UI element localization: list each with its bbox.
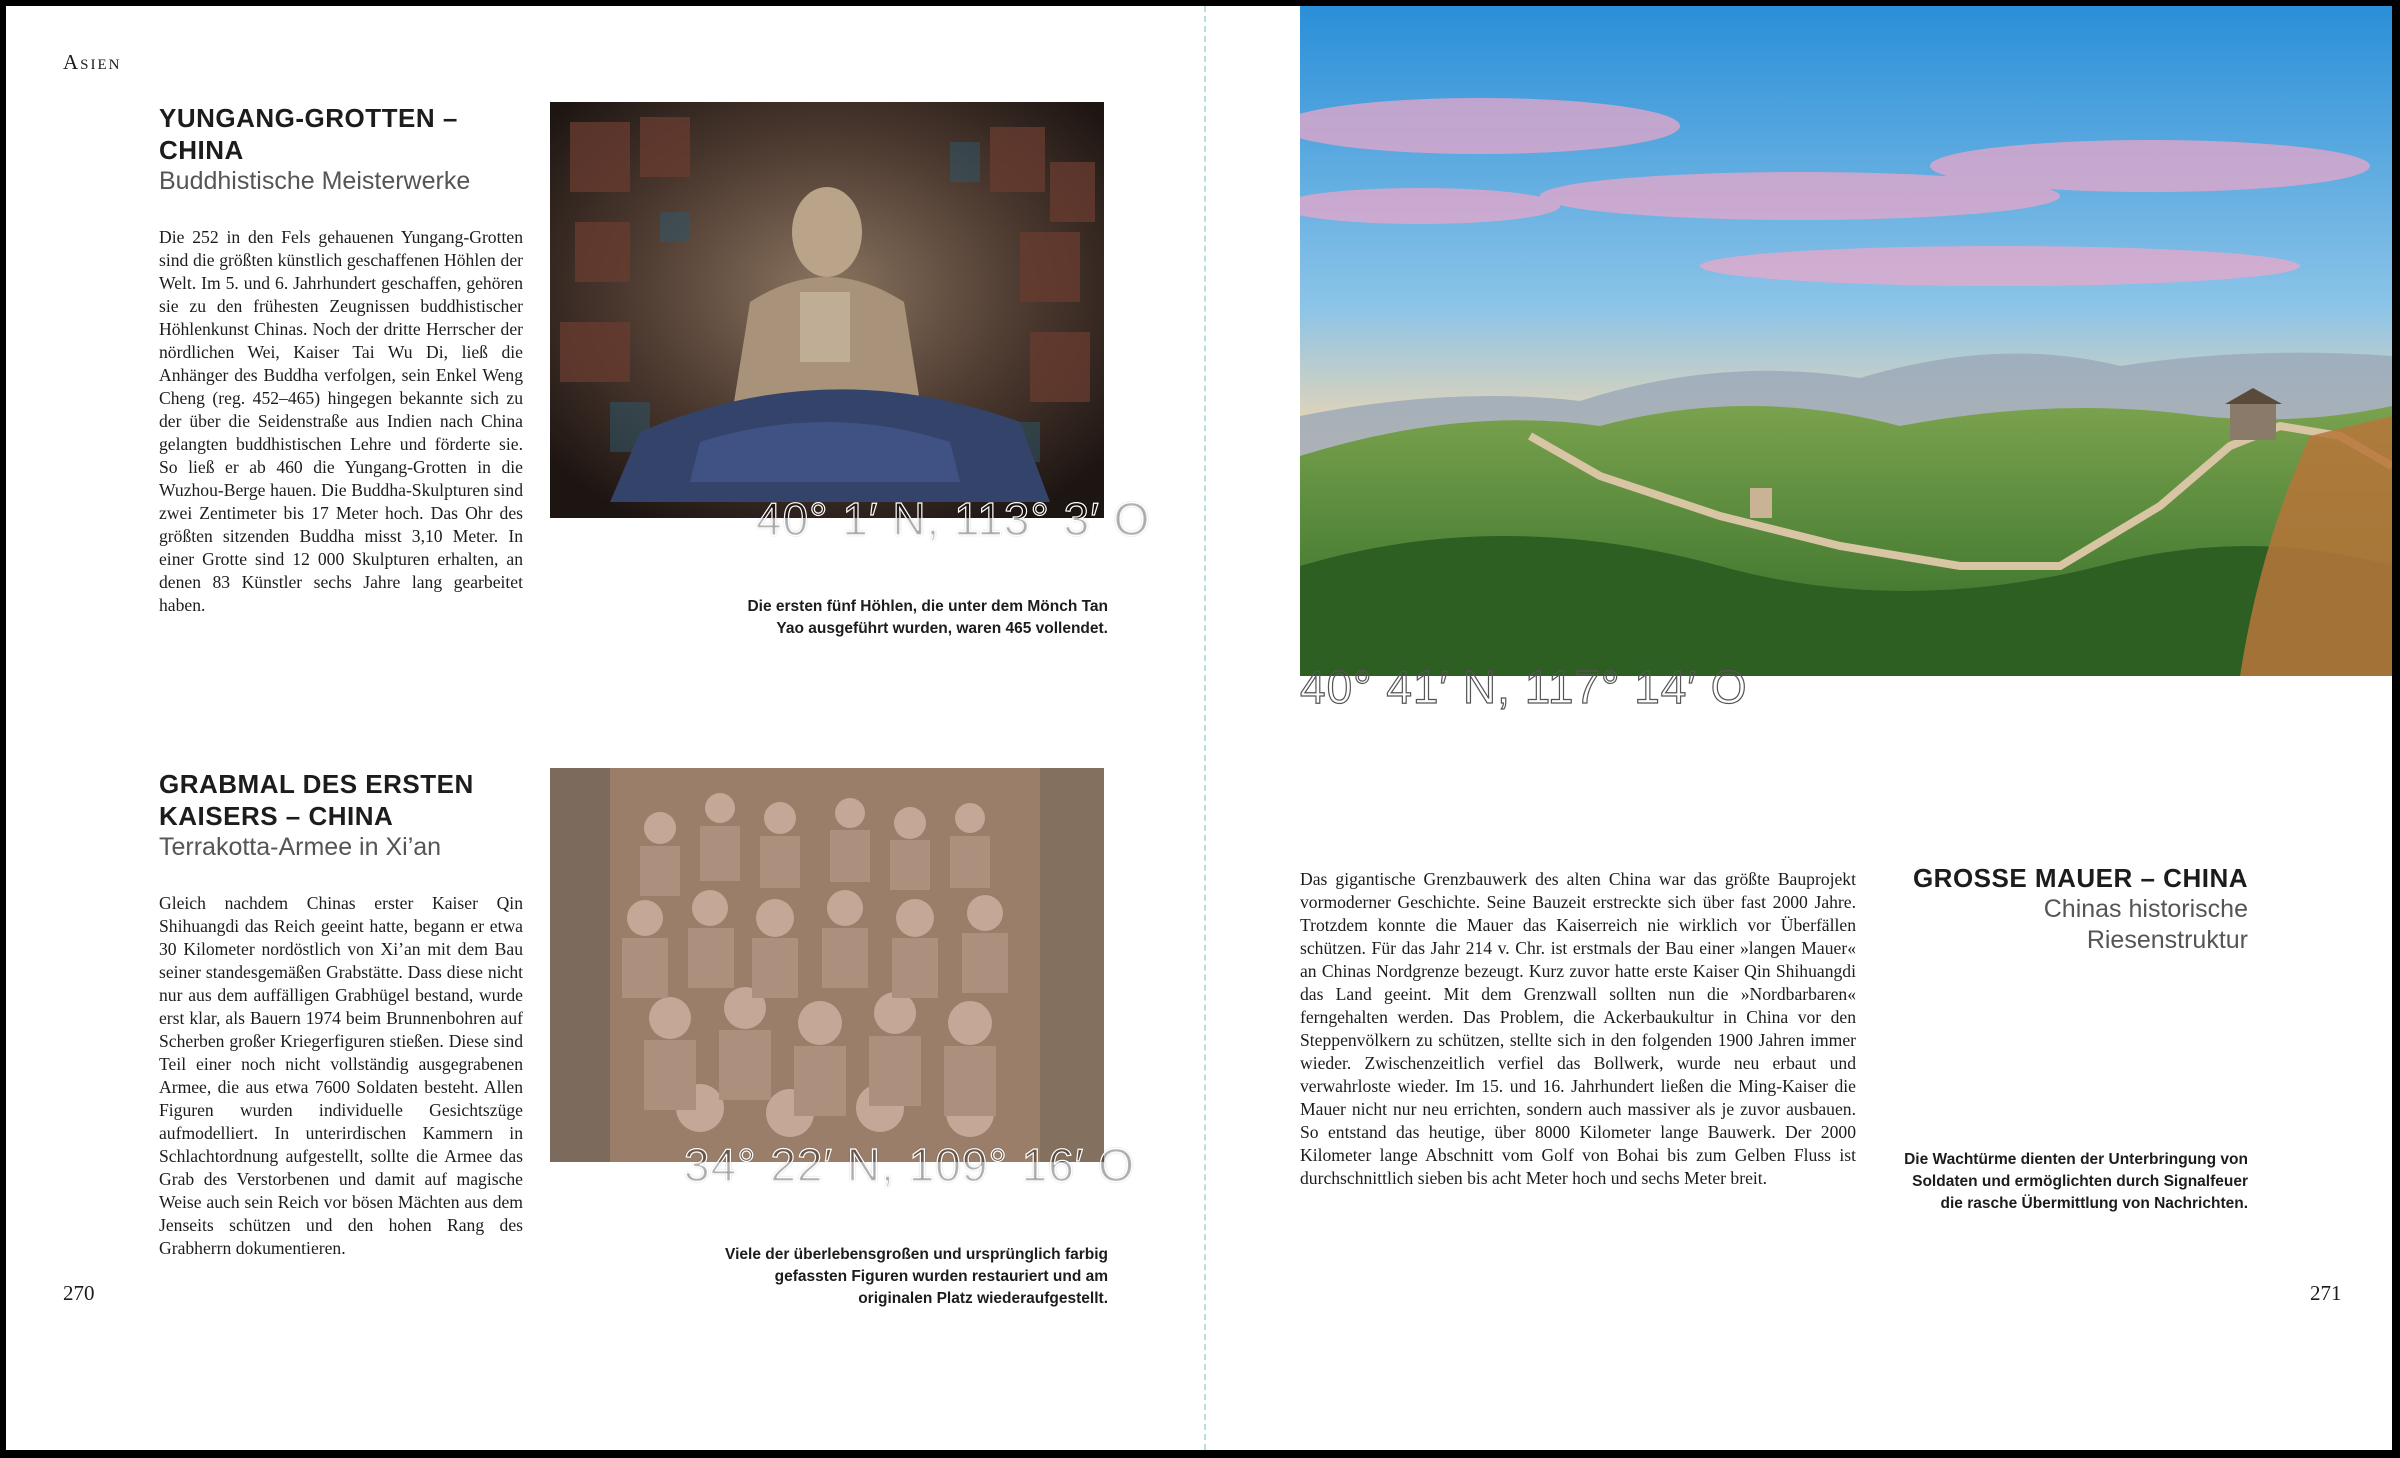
section-label: Asien — [63, 50, 122, 74]
body-great-wall: Das gigantische Grenzbauwerk des alten China war das größte Bauprojekt vormoderner Geschichte. Seine Bauzeit erstreckte sich über fast 2000 Jahre. Trotzdem konnte die Mauer das Kaiserreich nie wirklich vor Überfällen schützen. Für das Jahr 214 v. Chr. ist erstmals der Bau einer »langen Mauer« an Chinas Nordgrenze bezeugt. Kurz zuvor hatte erste Kaiser Qin Shihuangdi das Land geeint. Mit dem Grenzwall sollten nun die »Nordbarbaren« ferngehalten werden. Das Problem, die Ackerbaukultur in China vor den Steppenvölkern zu schützen, stellte sich in den folgenden 1900 Jahren immer wieder. Zwischenzeitlich verfiel das Bollwerk, wurde neu erbaut und verwahrloste wieder. Im 15. und 16. Jahrhundert ließen die Ming-Kaiser die Mauer nicht nur neu errichten, sondern auch massiver als je zuvor ausbauen. So entstand das heutige, über 8000 Kilometer lange Bauwerk. Der 2000 Kilometer lange Abschnitt vom Golf von Bohai bis zum Gelben Fluss ist durchschnittlich sieben bis acht Meter hoch und sechs Meter breit. — [1300, 869, 1856, 1188]
subtitle-great-wall: Chinas historische Riesenstruktur — [2043, 895, 2248, 954]
caption-terracotta: Viele der überlebensgroßen und ursprünglich farbig gefassten Figuren wurden restauriert und am originalen Platz wiederaufgestellt. — [725, 1246, 1108, 1307]
heading-great-wall: GROSSE MAUER – CHINA — [1912, 863, 2248, 893]
photo-terracotta-army — [550, 768, 1104, 1162]
body-grabmal: Gleich nachdem Chinas erster Kaiser Qin Shihuangdi das Reich geeint hatte, begann er etwa 30 Kilometer nordöstlich von Xi’an mit dem Bau seiner standesgemäßen Grabstätte. Dass diese nicht nur aus dem auffälligen Grabhügel bestand, wurde erst klar, als Bauern 1974 beim Brunnenbohren auf Scherben großer Kriegerfiguren stießen. Diese sind Teil einer noch nicht vollständig ausgegrabenen Armee, die aus etwa 7600 Soldaten besteht. Allen Figuren wurden individuelle Gesichtszüge aufmodelliert. In unterirdischen Kammern in Schlachtordnung aufgestellt, sollte die Armee das Grab des Verstorbenen und damit auf magische Weise auch sein Reich vor bösen Mächten aus dem Jenseits schützen und den hohen Rang des Grabherrn dokumentieren. — [159, 893, 523, 1258]
subtitle-grabmal: Terrakotta-Armee in Xi’an — [159, 833, 442, 861]
caption-yungang: Die ersten fünf Höhlen, die unter dem Mönch Tan Yao ausgeführt wurden, waren 465 vollendet. — [747, 598, 1108, 637]
coordinates-yungang: 40° 1′ N, 113° 3′ O — [756, 493, 1151, 545]
subtitle-yungang: Buddhistische Meisterwerke — [159, 167, 471, 195]
heading-grabmal: GRABMAL DES ERSTEN KAISERS – CHINA — [159, 769, 474, 831]
heading-yungang: YUNGANG-GROTTEN – CHINA — [159, 103, 458, 165]
page-number-right: 271 — [2310, 1281, 2342, 1305]
body-yungang: Die 252 in den Fels gehauenen Yungang-Grotten sind die größten künstlich geschaffenen Höhlen der Welt. Im 5. und 6. Jahrhundert geschaffen, gehören sie zu den frühesten Zeugnissen buddhistischer Höhlenkunst Chinas. Noch der dritte Herrscher der nördlichen Wei, Kaiser Tai Wu Di, ließ die Anhänger des Buddha verfolgen, sein Enkel Weng Cheng (reg. 452–465) hingegen bekannte sich zu der über die Seidenstraße aus Indien nach China gelangten buddhistischen Lehre und förderte sie. So ließ er ab 460 die Yungang-Grotten in die Wuzhou-Berge hauen. Die Buddha-Skulpturen sind zwei Zentimeter bis 17 Meter hoch. Das Ohr des größten sitzenden Buddha misst 3,10 Meter. In einer Grotte sind 12 000 Skulpturen erhalten, an denen 83 Künstler sechs Jahre lang gearbeitet haben. — [159, 227, 523, 615]
photo-yungang-buddha — [550, 102, 1104, 518]
page-fold — [1204, 6, 1206, 1450]
coordinates-great-wall: 40° 41′ N, 117° 14′ O — [1300, 661, 1748, 713]
book-spread — [6, 6, 2392, 1450]
coordinates-terracotta: 34° 22′ N, 109° 16′ O — [684, 1139, 1135, 1191]
photo-great-wall — [1300, 6, 2392, 676]
page-number-left: 270 — [63, 1281, 95, 1305]
caption-great-wall: Die Wachtürme dienten der Unterbringung von Soldaten und ermöglichten durch Signalfeuer die rasche Übermittlung von Nachrichten. — [1904, 1151, 2248, 1212]
